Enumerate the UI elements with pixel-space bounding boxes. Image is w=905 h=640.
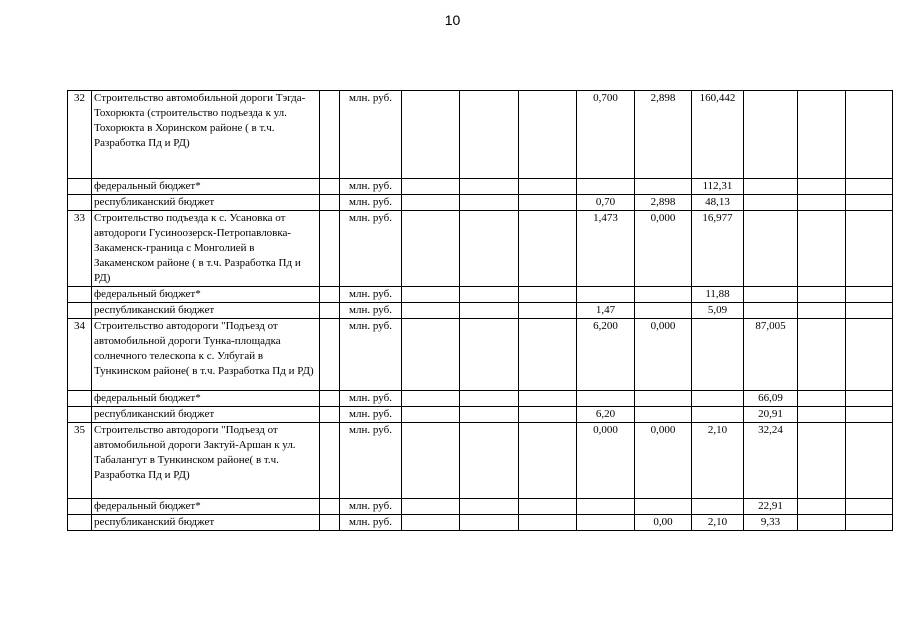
value-cell (519, 391, 577, 407)
budget-source-row (68, 303, 893, 319)
value-cell (798, 91, 846, 179)
unit-cell: млн. руб. (340, 211, 402, 287)
value-cell (692, 391, 744, 407)
value-cell (519, 423, 577, 499)
row-description: республиканский бюджет (92, 515, 320, 531)
value-cell (692, 407, 744, 423)
value-cell (519, 515, 577, 531)
value-cell (402, 287, 460, 303)
value-cell (402, 211, 460, 287)
value-cell: 2,898 (635, 195, 692, 211)
value-cell (402, 319, 460, 391)
value-cell (798, 407, 846, 423)
unit-cell: млн. руб. (340, 91, 402, 179)
value-cell (460, 287, 519, 303)
page-number: 10 (444, 12, 461, 28)
value-cell (460, 499, 519, 515)
value-cell: 2,10 (692, 423, 744, 499)
value-cell (519, 195, 577, 211)
value-cell (635, 303, 692, 319)
value-cell: 66,09 (744, 391, 798, 407)
value-cell: 32,24 (744, 423, 798, 499)
value-cell (460, 303, 519, 319)
unit-cell: млн. руб. (340, 179, 402, 195)
unit-cell: млн. руб. (340, 195, 402, 211)
value-cell: 0,00 (635, 515, 692, 531)
value-cell (460, 319, 519, 391)
value-cell (798, 287, 846, 303)
value-cell (635, 287, 692, 303)
unit-cell: млн. руб. (340, 499, 402, 515)
project-row (68, 319, 893, 391)
budget-source-row (68, 195, 893, 211)
row-number (68, 391, 92, 407)
value-cell (519, 303, 577, 319)
value-cell: 5,09 (692, 303, 744, 319)
unit-cell: млн. руб. (340, 407, 402, 423)
row-number (68, 499, 92, 515)
value-cell (846, 211, 893, 287)
value-cell (460, 195, 519, 211)
budget-table (67, 90, 893, 531)
value-cell (846, 91, 893, 179)
value-cell: 160,442 (692, 91, 744, 179)
value-cell: 16,977 (692, 211, 744, 287)
value-cell (577, 391, 635, 407)
value-cell (460, 179, 519, 195)
value-cell (519, 179, 577, 195)
value-cell (635, 391, 692, 407)
row-number: 33 (68, 211, 92, 287)
value-cell: 20,91 (744, 407, 798, 423)
value-cell: 0,000 (635, 423, 692, 499)
value-cell (846, 319, 893, 391)
blank-cell (320, 319, 340, 391)
value-cell: 0,000 (577, 423, 635, 499)
value-cell (519, 91, 577, 179)
value-cell (798, 319, 846, 391)
value-cell (798, 303, 846, 319)
value-cell (519, 211, 577, 287)
value-cell (402, 391, 460, 407)
value-cell: 112,31 (692, 179, 744, 195)
blank-cell (320, 515, 340, 531)
blank-cell (320, 179, 340, 195)
value-cell: 1,47 (577, 303, 635, 319)
value-cell: 87,005 (744, 319, 798, 391)
value-cell: 0,700 (577, 91, 635, 179)
value-cell (692, 319, 744, 391)
value-cell (798, 499, 846, 515)
value-cell (402, 515, 460, 531)
value-cell (744, 195, 798, 211)
value-cell (460, 391, 519, 407)
project-row (68, 91, 893, 179)
value-cell (402, 499, 460, 515)
row-number: 32 (68, 91, 92, 179)
value-cell (744, 211, 798, 287)
budget-source-row (68, 179, 893, 195)
budget-source-row (68, 287, 893, 303)
unit-cell: млн. руб. (340, 319, 402, 391)
value-cell (744, 287, 798, 303)
value-cell (402, 91, 460, 179)
value-cell (635, 407, 692, 423)
value-cell (402, 407, 460, 423)
blank-cell (320, 91, 340, 179)
value-cell: 2,10 (692, 515, 744, 531)
row-number (68, 407, 92, 423)
blank-cell (320, 391, 340, 407)
value-cell (577, 179, 635, 195)
row-description: республиканский бюджет (92, 303, 320, 319)
row-description: Строительство автомобильной дороги Тэгда-Тохорюкта (строительство подъезда к ул. Тохорюкта в Хоринском районе ( в т.ч. Разработка Пд и РД) (92, 91, 320, 179)
value-cell (460, 423, 519, 499)
blank-cell (320, 303, 340, 319)
row-number (68, 179, 92, 195)
unit-cell: млн. руб. (340, 391, 402, 407)
row-number: 34 (68, 319, 92, 391)
value-cell (519, 287, 577, 303)
value-cell (635, 179, 692, 195)
blank-cell (320, 287, 340, 303)
value-cell (846, 391, 893, 407)
value-cell (846, 407, 893, 423)
value-cell (798, 423, 846, 499)
value-cell (846, 195, 893, 211)
row-description: федеральный бюджет* (92, 287, 320, 303)
value-cell (744, 179, 798, 195)
value-cell (460, 407, 519, 423)
value-cell (846, 287, 893, 303)
value-cell: 6,200 (577, 319, 635, 391)
value-cell (577, 287, 635, 303)
row-description: федеральный бюджет* (92, 179, 320, 195)
value-cell (460, 211, 519, 287)
value-cell: 2,898 (635, 91, 692, 179)
value-cell (402, 179, 460, 195)
value-cell: 0,000 (635, 211, 692, 287)
value-cell (519, 499, 577, 515)
value-cell: 0,000 (635, 319, 692, 391)
row-number (68, 287, 92, 303)
row-description: Строительство подъезда к с. Усановка от автодороги Гусиноозерск-Петропавловка-Закаменск-граница с Монголией в Закаменском районе ( в т.ч. Разработка Пд и РД) (92, 211, 320, 287)
value-cell (460, 515, 519, 531)
unit-cell: млн. руб. (340, 303, 402, 319)
unit-cell: млн. руб. (340, 287, 402, 303)
value-cell: 1,473 (577, 211, 635, 287)
value-cell (744, 91, 798, 179)
row-description: Строительство автодороги "Подъезд от автомобильной дороги Зактуй-Аршан к ул. Табалангут в Тункинском районе( в т.ч. Разработка Пд и РД) (92, 423, 320, 499)
value-cell (846, 303, 893, 319)
value-cell: 6,20 (577, 407, 635, 423)
row-number (68, 303, 92, 319)
value-cell (798, 179, 846, 195)
value-cell (846, 499, 893, 515)
value-cell (744, 303, 798, 319)
value-cell (846, 515, 893, 531)
unit-cell: млн. руб. (340, 423, 402, 499)
row-number (68, 195, 92, 211)
blank-cell (320, 407, 340, 423)
row-description: республиканский бюджет (92, 195, 320, 211)
value-cell (402, 195, 460, 211)
budget-source-row (68, 391, 893, 407)
value-cell (519, 407, 577, 423)
project-row (68, 211, 893, 287)
row-description: федеральный бюджет* (92, 499, 320, 515)
row-description: Строительство автодороги "Подъезд от автомобильной дороги Тунка-площадка солнечного телескопа к с. Улбугай в Тункинском районе( в т.ч. Разработка Пд и РД) (92, 319, 320, 391)
row-number (68, 515, 92, 531)
value-cell (798, 391, 846, 407)
value-cell (846, 179, 893, 195)
row-description: федеральный бюджет* (92, 391, 320, 407)
budget-source-row (68, 515, 893, 531)
blank-cell (320, 195, 340, 211)
value-cell (577, 515, 635, 531)
value-cell: 48,13 (692, 195, 744, 211)
budget-source-row (68, 499, 893, 515)
value-cell: 11,88 (692, 287, 744, 303)
blank-cell (320, 211, 340, 287)
row-description: республиканский бюджет (92, 407, 320, 423)
value-cell (798, 195, 846, 211)
value-cell (635, 499, 692, 515)
project-row (68, 423, 893, 499)
value-cell (519, 319, 577, 391)
unit-cell: млн. руб. (340, 515, 402, 531)
value-cell: 9,33 (744, 515, 798, 531)
budget-source-row (68, 407, 893, 423)
value-cell (846, 423, 893, 499)
value-cell (692, 499, 744, 515)
value-cell (460, 91, 519, 179)
value-cell: 0,70 (577, 195, 635, 211)
value-cell (577, 499, 635, 515)
blank-cell (320, 499, 340, 515)
value-cell (798, 515, 846, 531)
value-cell (798, 211, 846, 287)
value-cell (402, 303, 460, 319)
blank-cell (320, 423, 340, 499)
row-number: 35 (68, 423, 92, 499)
value-cell (402, 423, 460, 499)
value-cell: 22,91 (744, 499, 798, 515)
